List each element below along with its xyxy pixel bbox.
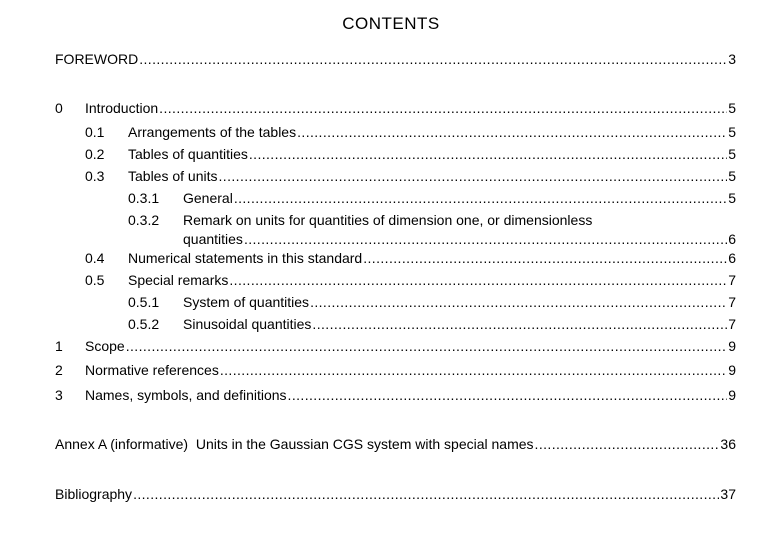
toc-number: 0.5.1: [128, 294, 160, 310]
toc-label: Annex A (informative) Units in the Gaussian CGS system with special names: [55, 436, 534, 452]
toc-entry-0-5-1[interactable]: [0, 292, 782, 312]
toc-number: 0: [55, 100, 63, 116]
leader-dots: [297, 122, 727, 142]
leader-dots: [312, 314, 727, 334]
toc-label: Introduction: [85, 100, 159, 116]
toc-page-number: 5: [728, 100, 736, 116]
toc-entry-annex-a[interactable]: [0, 434, 782, 454]
toc-entry-line[interactable]: [55, 484, 736, 504]
toc-page-number: 3: [728, 51, 736, 67]
toc-entry-0-2[interactable]: [0, 144, 782, 164]
toc-label-line1: Remark on units for quantities of dimension one, or dimensionless: [183, 212, 593, 228]
toc-label: Normative references: [85, 362, 219, 378]
toc-page-number: 6: [728, 231, 736, 247]
toc-page-number: 7: [728, 294, 736, 310]
leader-dots: [363, 248, 727, 268]
page-title: CONTENTS: [342, 14, 440, 33]
toc-entry-line[interactable]: [85, 385, 736, 405]
toc-label: General: [183, 190, 233, 206]
toc-entry-line[interactable]: [183, 314, 736, 334]
toc-label: Numerical statements in this standard: [128, 250, 363, 266]
toc-label: Sinusoidal quantities: [183, 316, 312, 332]
toc-number: 0.5.2: [128, 316, 160, 332]
toc-page-number: 5: [728, 190, 736, 206]
toc-number: 0.3.1: [128, 190, 160, 206]
toc-entry-0-3-2[interactable]: [0, 211, 782, 251]
toc-label: Arrangements of the tables: [128, 124, 297, 140]
toc-page-number: 9: [728, 362, 736, 378]
toc-entry-line[interactable]: [85, 98, 736, 118]
toc-label: FOREWORD: [55, 51, 139, 67]
toc-page-number: 7: [728, 316, 736, 332]
toc-entry-line[interactable]: [183, 188, 736, 208]
toc-entry-line[interactable]: [128, 248, 736, 268]
toc-entry-0-3-1[interactable]: [0, 188, 782, 208]
leader-dots: [229, 270, 727, 290]
leader-dots: [126, 336, 728, 356]
toc-page-number: 9: [728, 387, 736, 403]
toc-entry-line[interactable]: [128, 166, 736, 186]
toc-page-number: 5: [728, 124, 736, 140]
toc-label: Tables of units: [128, 168, 218, 184]
toc-label: Scope: [85, 338, 125, 354]
toc-entry-line[interactable]: [55, 49, 736, 69]
toc-entry-0-1[interactable]: [0, 122, 782, 142]
leader-dots: [234, 188, 727, 208]
toc-label-line2: quantities: [183, 231, 243, 247]
toc-label: Bibliography: [55, 486, 133, 502]
toc-number: 2: [55, 362, 63, 378]
leader-dots: [139, 49, 727, 69]
toc-number: 0.3: [85, 168, 105, 184]
toc-page-number: 36: [720, 436, 736, 452]
leader-dots: [288, 385, 728, 405]
toc-entry-line[interactable]: [55, 434, 736, 454]
toc-page-number: 5: [728, 146, 736, 162]
toc-entry-normative-references[interactable]: [0, 360, 782, 380]
toc-label: Tables of quantities: [128, 146, 248, 162]
toc-entry-foreword[interactable]: [0, 49, 782, 69]
leader-dots: [244, 229, 727, 249]
toc-page-number: 37: [720, 486, 736, 502]
toc-page-number: 9: [728, 338, 736, 354]
toc-page-number: 6: [728, 250, 736, 266]
toc-entry-0-3[interactable]: [0, 166, 782, 186]
toc-page-number: 7: [728, 272, 736, 288]
toc-entry-line[interactable]: [85, 336, 736, 356]
toc-entry-line[interactable]: [183, 292, 736, 312]
toc-entry-line[interactable]: [85, 360, 736, 380]
toc-number: 0.2: [85, 146, 105, 162]
toc-number: 1: [55, 338, 63, 354]
toc-number: 0.4: [85, 250, 105, 266]
toc-number: 0.3.2: [128, 212, 160, 228]
toc-entry-line[interactable]: [128, 122, 736, 142]
toc-entry-bibliography[interactable]: [0, 484, 782, 504]
toc-entry-scope[interactable]: [0, 336, 782, 356]
leader-dots: [310, 292, 727, 312]
toc-entry-line[interactable]: [183, 229, 736, 249]
toc-entry-line[interactable]: [128, 144, 736, 164]
toc-page-number: 5: [728, 168, 736, 184]
toc-number: 3: [55, 387, 63, 403]
toc-entry-introduction[interactable]: [0, 98, 782, 118]
leader-dots: [535, 434, 720, 454]
toc-entry-line[interactable]: [128, 270, 736, 290]
leader-dots: [249, 144, 727, 164]
leader-dots: [220, 360, 727, 380]
leader-dots: [133, 484, 719, 504]
toc-label: System of quantities: [183, 294, 310, 310]
toc-number: 0.5: [85, 272, 105, 288]
toc-entry-0-5-2[interactable]: [0, 314, 782, 334]
toc-entry-0-4[interactable]: [0, 248, 782, 268]
leader-dots: [219, 166, 728, 186]
toc-entry-0-5[interactable]: [0, 270, 782, 290]
toc-label: Names, symbols, and definitions: [85, 387, 287, 403]
toc-entry-names-symbols-definitions[interactable]: [0, 385, 782, 405]
toc-number: 0.1: [85, 124, 105, 140]
toc-label: Special remarks: [128, 272, 229, 288]
leader-dots: [159, 98, 727, 118]
